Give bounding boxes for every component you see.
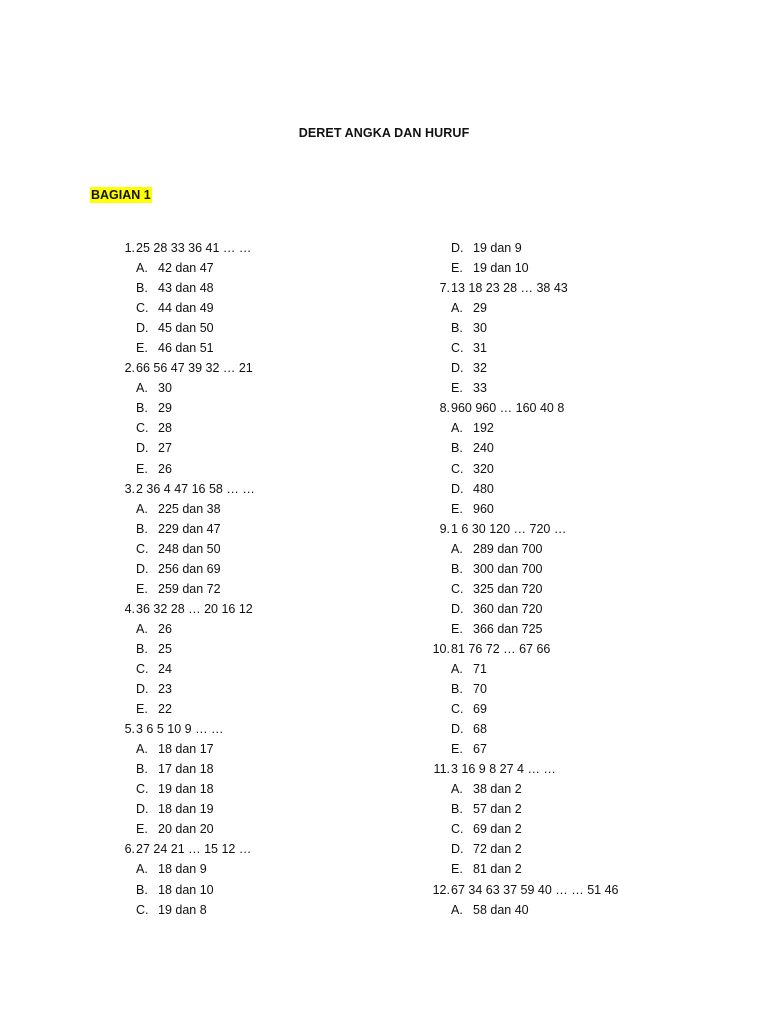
page-title: DERET ANGKA DAN HURUF (298, 126, 470, 140)
question-text: 66 56 47 39 32 … 21 (136, 361, 253, 376)
option-text: 248 dan 50 (158, 541, 221, 556)
option-letter: B. (451, 802, 463, 817)
left-column (108, 238, 438, 920)
option-letter: B. (136, 882, 148, 897)
option-text: 29 (158, 401, 172, 416)
answer-option (423, 699, 753, 719)
option-letter: D. (136, 682, 149, 697)
option-text: 69 (473, 702, 487, 717)
option-text: 256 dan 69 (158, 561, 221, 576)
option-text: 19 dan 8 (158, 902, 207, 917)
option-text: 43 dan 48 (158, 281, 214, 296)
option-letter: C. (451, 702, 464, 717)
question-number: 2. (124, 361, 135, 376)
answer-option (108, 519, 438, 539)
option-text: 229 dan 47 (158, 521, 221, 536)
question-text: 25 28 33 36 41 … … (136, 241, 252, 255)
option-letter: E. (451, 621, 463, 636)
option-letter: C. (136, 782, 149, 797)
answer-option (108, 679, 438, 699)
answer-option (423, 438, 753, 458)
question-number: 5. (124, 722, 135, 737)
option-text: 19 dan 9 (473, 241, 522, 255)
question-item (423, 278, 753, 298)
question-number: 6. (124, 842, 135, 857)
option-text: 225 dan 38 (158, 501, 221, 516)
question-item (108, 358, 438, 378)
answer-option (423, 318, 753, 338)
question-text: 81 76 72 … 67 66 (451, 641, 551, 656)
answer-option (108, 499, 438, 519)
option-text: 20 dan 20 (158, 822, 214, 837)
option-text: 31 (473, 341, 487, 356)
option-text: 18 dan 10 (158, 882, 214, 897)
option-text: 30 (158, 381, 172, 396)
option-text: 18 dan 19 (158, 802, 214, 817)
option-letter: A. (451, 782, 463, 797)
option-text: 320 (473, 461, 494, 476)
option-text: 28 (158, 421, 172, 436)
option-text: 57 dan 2 (473, 802, 522, 817)
option-text: 44 dan 49 (158, 301, 214, 316)
option-letter: D. (136, 802, 149, 817)
question-item (423, 639, 753, 659)
answer-option (423, 779, 753, 799)
answer-option (108, 579, 438, 599)
option-text: 26 (158, 621, 172, 636)
question-number: 1. (124, 241, 135, 255)
answer-option (423, 739, 753, 759)
option-letter: A. (451, 421, 463, 436)
option-text: 19 dan 18 (158, 782, 214, 797)
answer-option (108, 278, 438, 298)
answer-option (108, 418, 438, 438)
answer-option (423, 539, 753, 559)
answer-option (108, 398, 438, 418)
option-text: 69 dan 2 (473, 822, 522, 837)
question-item (108, 238, 438, 258)
option-text: 259 dan 72 (158, 581, 221, 596)
question-number: 10. (432, 641, 450, 656)
option-letter: C. (136, 661, 149, 676)
option-letter: D. (136, 561, 149, 576)
answer-option (108, 559, 438, 579)
option-letter: A. (451, 301, 463, 316)
question-number: 12. (432, 882, 450, 897)
question-item (423, 759, 753, 779)
answer-option (423, 499, 753, 519)
option-text: 81 dan 2 (473, 862, 522, 877)
question-text: 13 18 23 28 … 38 43 (451, 281, 568, 296)
option-letter: D. (451, 722, 464, 737)
question-text: 36 32 28 … 20 16 12 (136, 601, 253, 616)
answer-option (423, 900, 753, 920)
option-text: 18 dan 9 (158, 862, 207, 877)
answer-option (108, 699, 438, 719)
option-text: 960 (473, 501, 494, 516)
right-column (423, 238, 753, 920)
option-letter: B. (136, 401, 148, 416)
option-text: 22 (158, 702, 172, 717)
option-text: 38 dan 2 (473, 782, 522, 797)
option-text: 18 dan 17 (158, 742, 214, 757)
option-letter: C. (451, 822, 464, 837)
answer-option (108, 298, 438, 318)
answer-option (423, 819, 753, 839)
option-letter: A. (136, 381, 148, 396)
option-text: 32 (473, 361, 487, 376)
option-letter: A. (136, 501, 148, 516)
option-letter: C. (136, 902, 149, 917)
section-heading: BAGIAN 1 (91, 188, 151, 202)
option-text: 240 (473, 441, 494, 456)
option-letter: A. (136, 862, 148, 877)
question-item (108, 839, 438, 859)
option-letter: E. (136, 822, 148, 837)
option-letter: C. (451, 581, 464, 596)
option-letter: B. (451, 321, 463, 336)
option-letter: B. (136, 521, 148, 536)
question-item (423, 398, 753, 418)
answer-option (108, 859, 438, 879)
option-text: 480 (473, 481, 494, 496)
option-letter: E. (136, 702, 148, 717)
option-text: 23 (158, 682, 172, 697)
option-text: 42 dan 47 (158, 261, 214, 276)
option-letter: C. (136, 421, 149, 436)
question-text: 27 24 21 … 15 12 … (136, 842, 252, 857)
option-letter: A. (451, 541, 463, 556)
option-letter: D. (451, 842, 464, 857)
option-text: 366 dan 725 (473, 621, 543, 636)
answer-option (423, 619, 753, 639)
option-text: 70 (473, 682, 487, 697)
question-item (423, 519, 753, 539)
option-letter: D. (451, 601, 464, 616)
answer-option (108, 759, 438, 779)
answer-option (423, 599, 753, 619)
option-text: 192 (473, 421, 494, 436)
option-letter: E. (451, 261, 463, 276)
question-item (108, 599, 438, 619)
option-text: 71 (473, 661, 487, 676)
question-number: 9. (439, 521, 450, 536)
option-text: 17 dan 18 (158, 762, 214, 777)
answer-option (108, 318, 438, 338)
option-letter: E. (451, 381, 463, 396)
option-text: 67 (473, 742, 487, 757)
answer-option (423, 559, 753, 579)
question-text: 67 34 63 37 59 40 … … 51 46 (451, 882, 619, 897)
answer-option (423, 839, 753, 859)
answer-option (108, 539, 438, 559)
option-letter: E. (451, 742, 463, 757)
option-text: 24 (158, 661, 172, 676)
question-number: 4. (124, 601, 135, 616)
option-letter: B. (451, 441, 463, 456)
option-text: 68 (473, 722, 487, 737)
answer-option (423, 378, 753, 398)
answer-option (108, 819, 438, 839)
question-item (108, 479, 438, 499)
answer-option (423, 799, 753, 819)
option-text: 26 (158, 461, 172, 476)
option-letter: B. (136, 641, 148, 656)
option-text: 29 (473, 301, 487, 316)
option-letter: B. (136, 281, 148, 296)
option-letter: D. (451, 361, 464, 376)
answer-option (108, 900, 438, 920)
answer-option (423, 679, 753, 699)
option-text: 19 dan 10 (473, 261, 529, 276)
answer-option (108, 438, 438, 458)
answer-option (108, 338, 438, 358)
option-letter: A. (451, 902, 463, 917)
answer-option (108, 799, 438, 819)
option-letter: C. (136, 301, 149, 316)
answer-option (108, 880, 438, 900)
option-text: 33 (473, 381, 487, 396)
option-text: 27 (158, 441, 172, 456)
question-text: 2 36 4 47 16 58 … … (136, 481, 255, 496)
answer-option (423, 859, 753, 879)
question-number: 7. (439, 281, 450, 296)
answer-option (423, 238, 753, 258)
option-letter: D. (451, 241, 464, 255)
option-letter: C. (451, 461, 464, 476)
option-letter: C. (451, 341, 464, 356)
question-text: 960 960 … 160 40 8 (451, 401, 565, 416)
answer-option (423, 479, 753, 499)
option-letter: E. (136, 461, 148, 476)
question-text: 3 16 9 8 27 4 … … (451, 762, 556, 777)
answer-option (108, 659, 438, 679)
answer-option (108, 258, 438, 278)
option-letter: E. (136, 341, 148, 356)
option-text: 46 dan 51 (158, 341, 214, 356)
answer-option (108, 639, 438, 659)
answer-option (423, 418, 753, 438)
answer-option (423, 338, 753, 358)
option-text: 289 dan 700 (473, 541, 543, 556)
option-letter: C. (136, 541, 149, 556)
answer-option (423, 258, 753, 278)
answer-option (423, 459, 753, 479)
option-text: 325 dan 720 (473, 581, 543, 596)
question-number: 11. (433, 762, 450, 777)
option-letter: E. (451, 501, 463, 516)
option-text: 30 (473, 321, 487, 336)
question-item (423, 880, 753, 900)
option-letter: A. (136, 261, 148, 276)
answer-option (108, 739, 438, 759)
question-number: 3. (124, 481, 135, 496)
option-text: 25 (158, 641, 172, 656)
answer-option (108, 459, 438, 479)
option-text: 72 dan 2 (473, 842, 522, 857)
option-letter: E. (451, 862, 463, 877)
option-letter: B. (136, 762, 148, 777)
answer-option (423, 579, 753, 599)
question-item (108, 719, 438, 739)
option-letter: B. (451, 561, 463, 576)
option-text: 58 dan 40 (473, 902, 529, 917)
answer-option (423, 659, 753, 679)
option-letter: A. (451, 661, 463, 676)
option-text: 45 dan 50 (158, 321, 214, 336)
option-letter: E. (136, 581, 148, 596)
answer-option (423, 719, 753, 739)
question-text: 1 6 30 120 … 720 … (451, 521, 567, 536)
option-letter: B. (451, 682, 463, 697)
option-text: 360 dan 720 (473, 601, 543, 616)
option-letter: A. (136, 742, 148, 757)
answer-option (423, 298, 753, 318)
question-number: 8. (439, 401, 450, 416)
question-text: 3 6 5 10 9 … … (136, 722, 224, 737)
option-letter: D. (136, 441, 149, 456)
answer-option (108, 378, 438, 398)
answer-option (423, 358, 753, 378)
answer-option (108, 779, 438, 799)
option-letter: D. (136, 321, 149, 336)
option-letter: D. (451, 481, 464, 496)
option-letter: A. (136, 621, 148, 636)
option-text: 300 dan 700 (473, 561, 543, 576)
answer-option (108, 619, 438, 639)
